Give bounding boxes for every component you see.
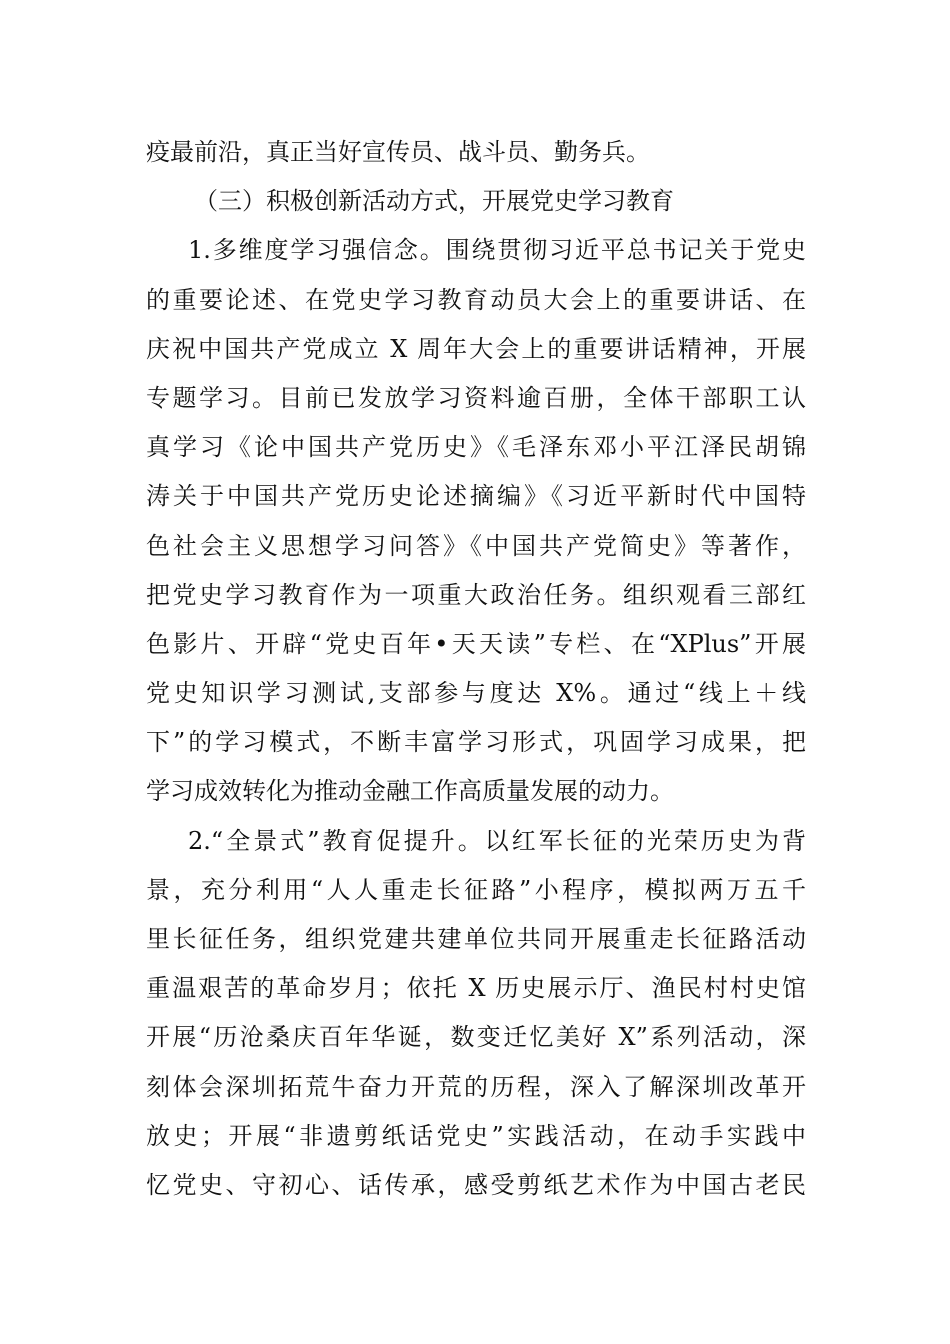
body-line: 刻体会深圳拓荒牛奋力开荒的历程，深入了解深圳改革开 bbox=[146, 1072, 806, 1101]
body-line: 党史知识学习测试,支部参与度达 X%。通过“线上＋线 bbox=[146, 679, 806, 708]
body-line: 疫最前沿，真正当好宣传员、战斗员、勤务兵。 bbox=[146, 138, 650, 166]
paragraph-start-line: 1.多维度学习强信念。围绕贯彻习近平总书记关于党史 bbox=[188, 236, 806, 265]
body-line: 把党史学习教育作为一项重大政治任务。组织观看三部红 bbox=[146, 580, 806, 609]
section-heading: （三）积极创新活动方式，开展党史学习教育 bbox=[194, 187, 674, 216]
body-line: 重温艰苦的革命岁月；依托 X 历史展示厅、渔民村村史馆 bbox=[146, 974, 806, 1003]
body-line: 色社会主义思想学习问答》《中国共产党简史》等著作， bbox=[146, 531, 806, 560]
body-line: 忆党史、守初心、话传承，感受剪纸艺术作为中国古老民 bbox=[146, 1170, 806, 1199]
body-line: 里长征任务，组织党建共建单位共同开展重走长征路活动 bbox=[146, 925, 806, 953]
body-line: 下”的学习模式，不断丰富学习形式，巩固学习成果，把 bbox=[146, 728, 806, 757]
body-line: 涛关于中国共产党历史论述摘编》《习近平新时代中国特 bbox=[146, 482, 806, 511]
body-line: 真学习《论中国共产党历史》《毛泽东邓小平江泽民胡锦 bbox=[146, 433, 806, 462]
body-line: 色影片、开辟“党史百年•天天读”专栏、在“XPlus”开展 bbox=[146, 629, 806, 658]
paragraph-start-line: 2.“全景式”教育促提升。以红军长征的光荣历史为背 bbox=[188, 826, 806, 855]
document-body bbox=[146, 128, 806, 1210]
body-line: 学习成效转化为推动金融工作高质量发展的动力。 bbox=[146, 777, 674, 806]
body-line: 专题学习。目前已发放学习资料逾百册，全体干部职工认 bbox=[146, 383, 806, 412]
body-line: 开展“历沧桑庆百年华诞，数变迁忆美好 X”系列活动，深 bbox=[146, 1023, 806, 1052]
body-line: 的重要论述、在党史学习教育动员大会上的重要讲话、在 bbox=[146, 285, 806, 314]
body-line: 放史；开展“非遗剪纸话党史”实践活动，在动手实践中 bbox=[146, 1121, 806, 1150]
body-line: 庆祝中国共产党成立 X 周年大会上的重要讲话精神，开展 bbox=[146, 334, 806, 363]
body-line: 景，充分利用“人人重走长征路”小程序，模拟两万五千 bbox=[146, 875, 806, 904]
